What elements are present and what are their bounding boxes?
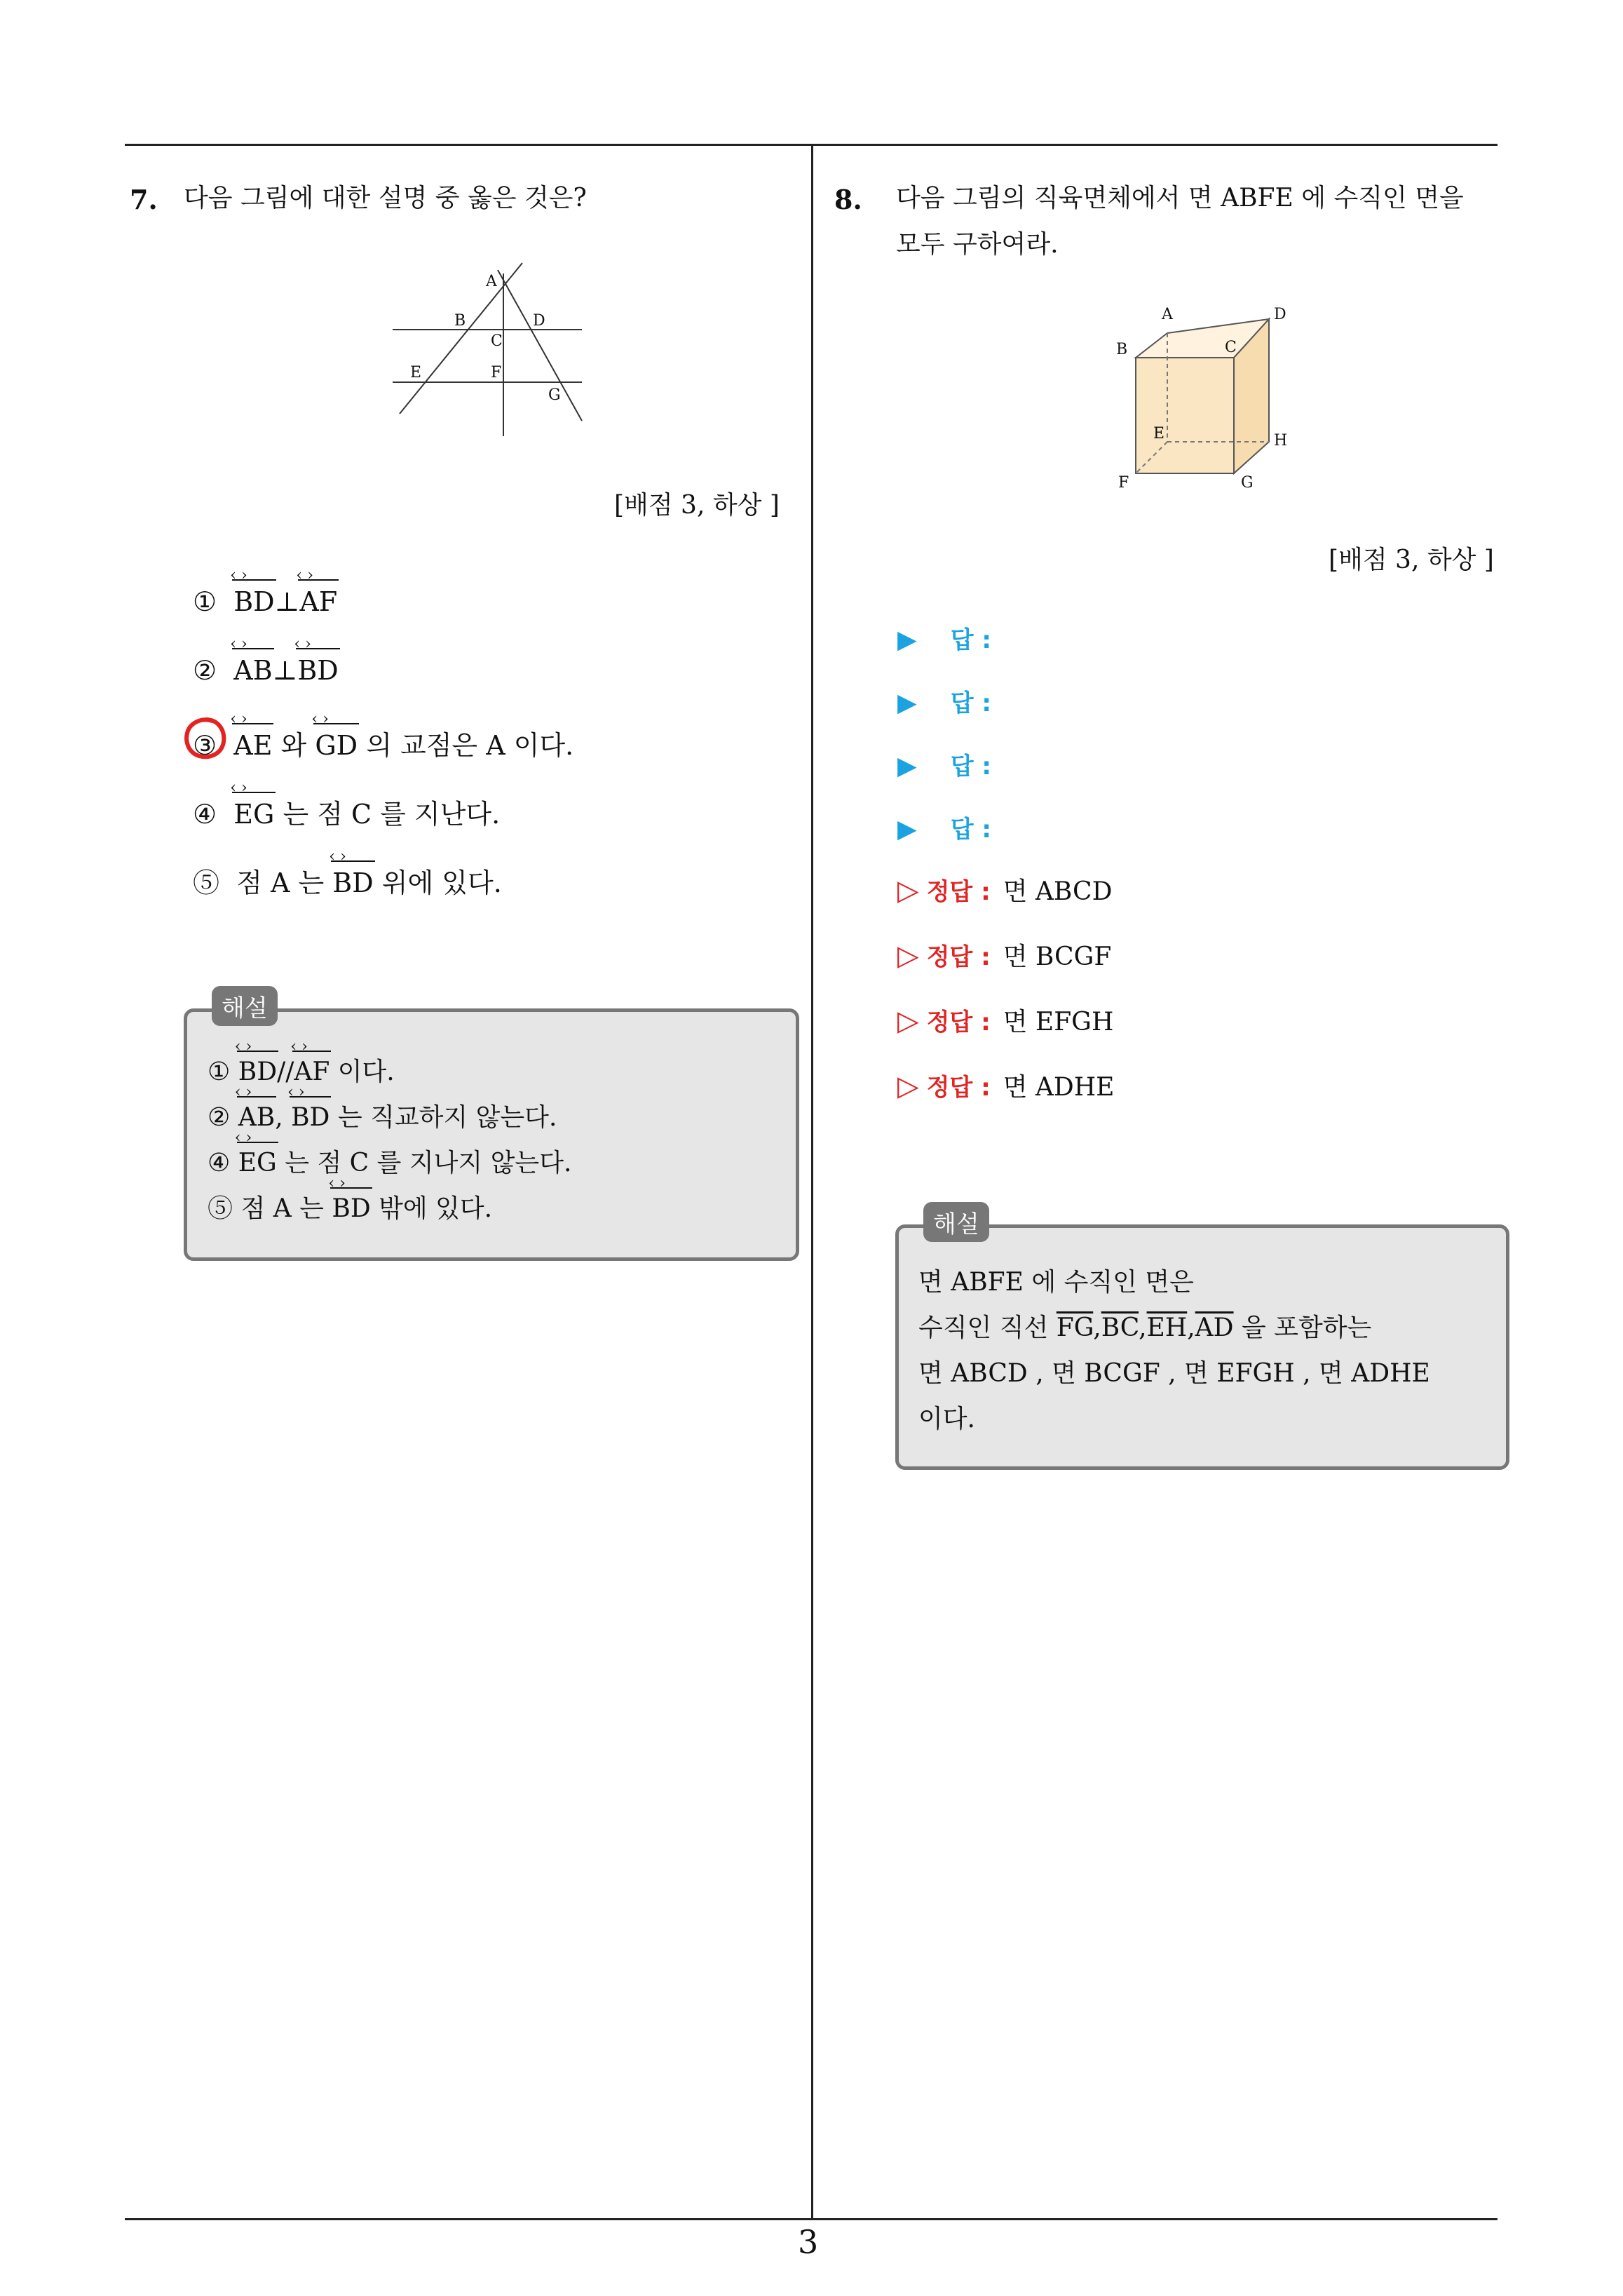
q7-choice-3[interactable]: ③ AE ‹ › 와 GD ‹ › 의 교점은 A 이다.: [193, 724, 573, 762]
answer-row-2[interactable]: ▶ 답 :: [897, 689, 991, 717]
q7-expl-line-2: ② AB ‹ ›, BD ‹ › 는 직교하지 않는다.: [208, 1098, 557, 1133]
q8-explanation-tag: 해설: [923, 1202, 989, 1242]
choice-mark: ①: [193, 586, 217, 617]
q8-expl-line-2: 수직인 직선 $\overline{FG},\overline{BC},\overline{EH},\overline{AD}$ 을 포함하는: [918, 1314, 1372, 1342]
column-divider: [811, 144, 813, 2220]
bottom-rule: [125, 2218, 1498, 2220]
line-symbol: BD ‹ ›: [233, 586, 274, 617]
choice-mark: ④: [193, 799, 217, 830]
fig8-label-f: F: [1118, 474, 1129, 492]
line-symbol: AB ‹ ›: [233, 655, 272, 686]
correct-answer-4: ▷ 정답 : 면 ADHE: [897, 1070, 1115, 1102]
q7-choice-2[interactable]: ② AB ‹ ›⊥BD ‹ ›: [193, 655, 339, 686]
fig7-label-g: G: [548, 386, 561, 404]
choice-mark: ③: [193, 730, 217, 761]
fig8-label-g: G: [1241, 474, 1254, 492]
q7-choice-1[interactable]: ① BD ‹ ›⊥AF ‹ ›: [193, 586, 337, 617]
q7-expl-line-1: ① BD ‹ ›//AF ‹ › 이다.: [208, 1052, 395, 1088]
correct-answer-2: ▷ 정답 : 면 BCGF: [897, 940, 1112, 972]
correct-answer-3: ▷ 정답 : 면 EFGH: [897, 1005, 1114, 1037]
q8-cube-figure: [1108, 298, 1318, 501]
line-symbol: EG ‹ ›: [233, 799, 274, 830]
fig8-label-a: A: [1162, 306, 1173, 323]
line-symbol: AE ‹ ›: [233, 730, 272, 761]
fig8-label-h: H: [1274, 432, 1288, 450]
q8-expl-line-3: 면 ABCD , 면 BCGF , 면 EFGH , 면 ADHE: [918, 1359, 1430, 1388]
line-symbol: BD ‹ ›: [297, 655, 338, 686]
answer-row-1[interactable]: ▶ 답 :: [897, 626, 991, 654]
outline-triangle-icon: ▷: [897, 874, 919, 907]
answer-row-3[interactable]: ▶ 답 :: [897, 752, 991, 781]
fig7-label-a: A: [486, 273, 497, 290]
q7-choice-4[interactable]: ④ EG ‹ › 는 점 C 를 지난다.: [193, 792, 500, 831]
fig8-label-e: E: [1153, 425, 1165, 443]
line-symbol: BD ‹ ›: [332, 867, 373, 898]
q8-question-line-2: 모두 구하여라.: [896, 230, 1059, 259]
choice-mark: ②: [193, 655, 217, 686]
fig7-label-b: B: [454, 312, 466, 330]
q8-expl-line-1: 면 ABFE 에 수직인 면은: [918, 1268, 1194, 1297]
fig7-label-c: C: [491, 332, 503, 350]
line-ag: [498, 270, 582, 421]
line-symbol: AF ‹ ›: [299, 586, 337, 617]
answer-circle-mark: [181, 714, 230, 763]
q8-number: 8.: [834, 184, 862, 215]
q7-choice-5[interactable]: ⑤ 점 A 는 BD ‹ › 위에 있다.: [193, 861, 502, 900]
fig8-label-c: C: [1225, 339, 1237, 356]
q7-expl-line-4: ⑤ 점 A 는 BD ‹ › 밖에 있다.: [208, 1189, 492, 1224]
q7-explanation-tag: 해설: [212, 986, 278, 1026]
outline-triangle-icon: ▷: [897, 940, 919, 972]
page-number: 3: [798, 2223, 819, 2261]
q7-score: [배점 3, 하상 ]: [614, 491, 780, 520]
fig7-label-d: D: [533, 312, 545, 330]
q8-expl-line-4: 이다.: [918, 1405, 975, 1433]
line-symbol: GD ‹ ›: [315, 730, 358, 761]
q7-figure: [393, 252, 596, 442]
play-icon: ▶: [897, 689, 917, 717]
fig7-label-f: F: [491, 364, 502, 381]
play-icon: ▶: [897, 815, 917, 844]
q7-number: 7.: [130, 184, 158, 215]
q7-question: 다음 그림에 대한 설명 중 옳은 것은?: [184, 184, 587, 212]
answer-row-4[interactable]: ▶ 답 :: [897, 815, 991, 844]
fig7-label-e: E: [410, 364, 422, 381]
outline-triangle-icon: ▷: [897, 1005, 919, 1037]
fig8-label-b: B: [1116, 341, 1128, 358]
choice-mark: ⑤: [193, 867, 220, 898]
correct-answer-1: ▷ 정답 : 면 ABCD: [897, 874, 1113, 907]
play-icon: ▶: [897, 752, 917, 781]
q7-expl-line-3: ④ EG ‹ › 는 점 C 를 지나지 않는다.: [208, 1143, 571, 1179]
q8-explanation-box: [895, 1224, 1509, 1470]
q8-question-line-1: 다음 그림의 직육면체에서 면 ABFE 에 수직인 면을: [896, 184, 1464, 212]
play-icon: ▶: [897, 626, 917, 654]
outline-triangle-icon: ▷: [897, 1070, 919, 1102]
fig8-label-d: D: [1274, 306, 1286, 323]
q8-score: [배점 3, 하상 ]: [1329, 546, 1494, 574]
